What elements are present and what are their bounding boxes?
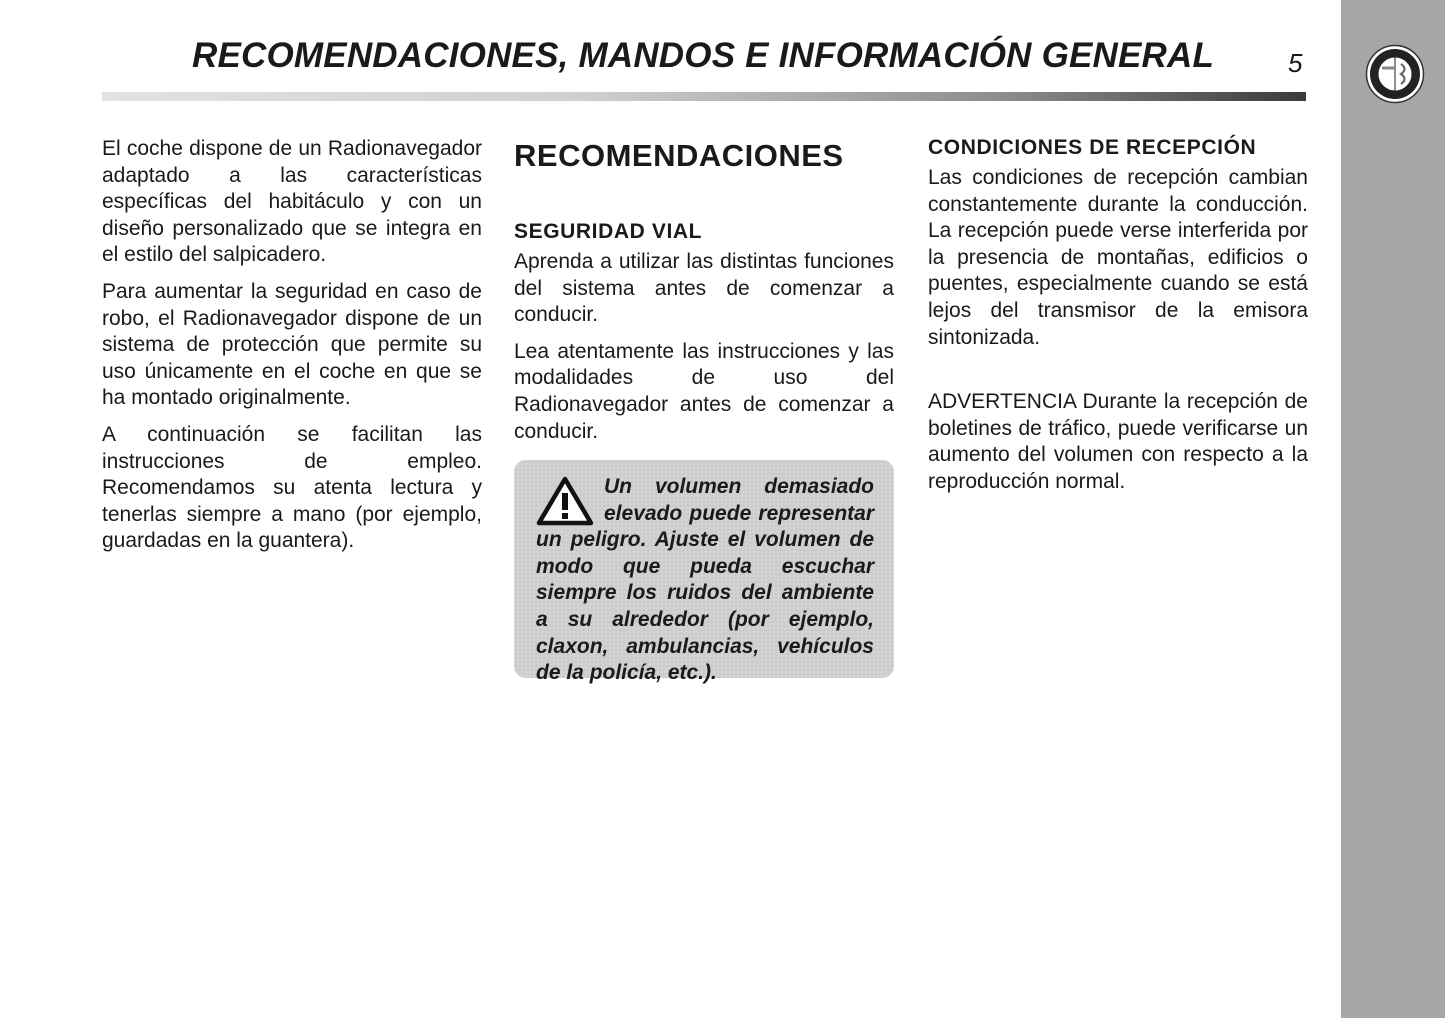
security-paragraph: Para aumentar la seguridad en caso de robo, el Radionavegador dispone de un sistema de protección que permite su uso únicamente en el coche en que se ha montado originalmente. <box>102 279 482 410</box>
column-right <box>928 136 1308 506</box>
section-heading: RECOMENDACIONES <box>514 138 844 173</box>
page-title: RECOMENDACIONES, MANDOS E INFORMACIÓN GENERAL <box>192 36 1215 75</box>
advertencia-paragraph: ADVERTENCIA Durante la recepción de boletines de tráfico, puede verificarse un aumento del volumen con respecto a la reproducción normal. <box>928 390 1308 493</box>
page-number: 5 <box>1288 48 1303 78</box>
spacer <box>928 361 1308 389</box>
road-safety-paragraph: Aprenda a utilizar las distintas funciones del sistema antes de comenzar a conducir. <box>514 250 894 327</box>
reception-heading: CONDICIONES DE RECEPCIÓN <box>928 136 1257 159</box>
column-middle <box>514 136 894 455</box>
reception-paragraph: Las condiciones de recepción cambian constantemente durante la conducción. La recepción puede verse interferida por la presencia de montañas, edificios o puentes, especialmente cuando se está lejos del transmisor de la emisora sintonizada. <box>928 166 1308 349</box>
subsection-heading: SEGURIDAD VIAL <box>514 220 703 243</box>
warning-text: Un volumen demasiado elevado puede representar un peligro. Ajuste el volumen de modo que pueda escuchar siempre los ruidos del ambiente a su alrededor (por ejemplo, claxon, ambulancias, vehículos de la policía, etc.). <box>536 475 874 685</box>
column-left <box>102 136 482 565</box>
read-instructions-paragraph: Lea atentamente las instrucciones y las modalidades de uso del Radionavegador antes de comenzar a conducir. <box>514 339 894 443</box>
intro-paragraph: El coche dispone de un Radionavegador adaptado a las características específicas del habitáculo y con un diseño personalizado que se integra en el estilo del salpicadero. <box>102 137 482 267</box>
warning-box <box>514 460 894 685</box>
brand-logo-icon <box>1365 44 1425 104</box>
instructions-paragraph: A continuación se facilitan las instrucciones de empleo. Recomendamos su atenta lectura y tenerlas siempre a mano (por ejemplo, guardadas en la guantera). <box>102 422 482 553</box>
sidebar-strip <box>1341 0 1445 1018</box>
warning-triangle-icon <box>536 476 594 526</box>
header-rule <box>102 92 1306 101</box>
